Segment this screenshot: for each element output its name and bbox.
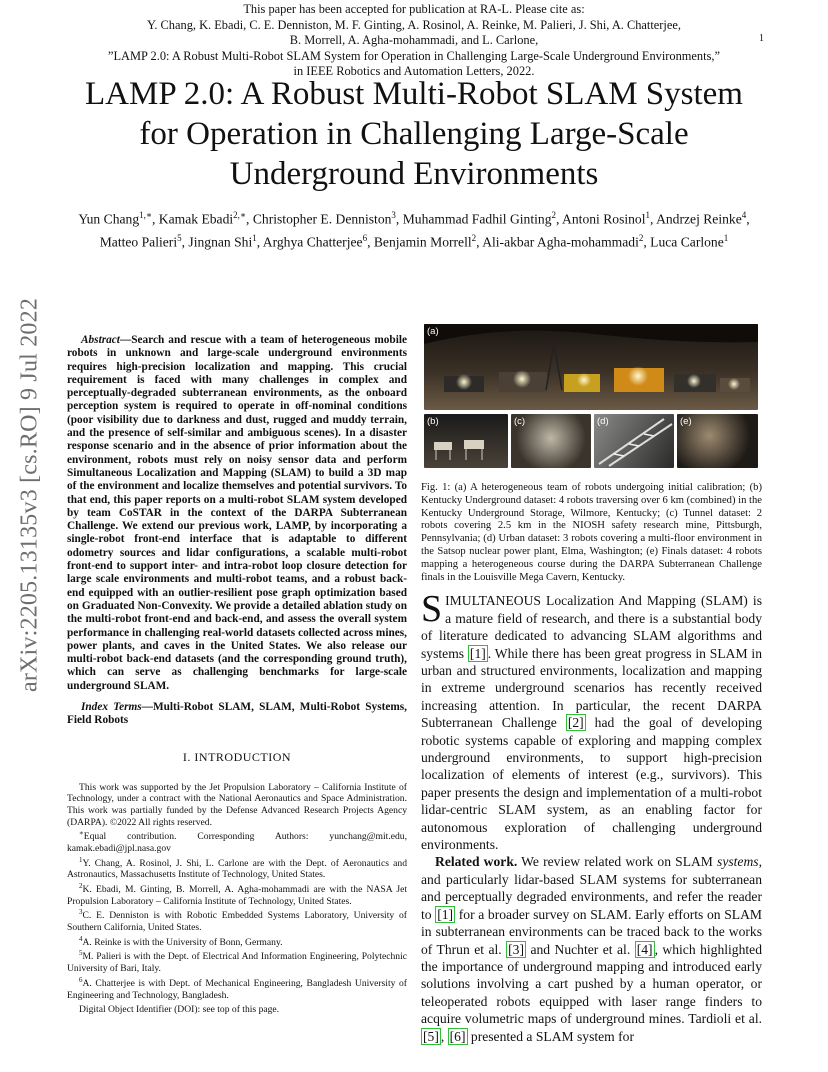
notice-line: This paper has been accepted for publication at RA-L. Please cite as: (243, 2, 585, 16)
affiliation-marker: 2 (471, 232, 477, 243)
citation-link[interactable]: [6] (449, 1028, 466, 1044)
panel-label: (e) (680, 416, 692, 427)
index-terms (67, 701, 407, 728)
affiliation-marker: 4 (741, 210, 747, 220)
affiliation-marker: 1,∗ (139, 210, 152, 220)
caption-text: (a) A heterogeneous team of robots undergoing initial calibration; (b) Kentucky Underground dataset: 4 robots traversing over 6 km (combined) in the Kentucky Underground Storage, Wilmore, Kentucky; (c) Tunnel dataset: 2 robots covering 2.5 km in the NIOSH safety research mine, Pittsburgh, Pennsylvania; (d) Urban dataset: 3 robots covering a multi-floor environment in the Satsop nuclear power plant, Elma, Washington; (e) Finals dataset: 4 robots mapping a heterogeneous course during the DARPA Subterranean Challenge finals in the Louisville Mega Cavern, Kentucky. (421, 482, 763, 583)
author-name: Ali-akbar Agha-mohammadi (482, 234, 639, 250)
panel-label: (b) (427, 416, 439, 427)
author-name: Yun Chang (78, 211, 140, 227)
figure-panel-e (677, 414, 758, 468)
right-column (421, 322, 762, 1045)
figure-panel-d (594, 414, 674, 468)
panel-label: (a) (427, 326, 439, 337)
notice-line: in IEEE Robotics and Automation Letters, 2022. (293, 64, 535, 79)
citation-notice (0, 2, 828, 80)
citation-link[interactable]: [2] (567, 715, 584, 731)
footnote: This work was supported by the Jet Propulsion Laboratory – California Institute of Technology, under a contract with the National Aeronautics and Space Administration. This work was partially funded by the Defense Advanced Research Projects Agency (DARPA). ©2022 All rights reserved. (67, 781, 407, 828)
footnote: ∗Equal contribution. Corresponding Authors: yunchang@mit.edu, kamak.ebadi@jpl.nasa.gov (67, 829, 407, 854)
related-work-label: Related work. (435, 854, 518, 870)
author-list: Yun Chang$^{1,∗}$, Kamak Ebadi$^{2,∗}$, Christopher E. Denniston$^3$, Muhammad Fadhil Ginting$^2$, Antoni Rosinol$^1$, Andrzej Reinke$^4$, Matteo Palieri$^5$, Jingnan Shi$^1$, Arghya Chatterjee$^6$, Benjamin Morrell$^2$, Ali-akbar Agha-mohammadi$^2$, Luca Carlone$^1$ (78, 210, 750, 250)
notice-line: Y. Chang, K. Ebadi, C. E. Denniston, M. F. Ginting, A. Rosinol, A. Reinke, M. Palieri, J. Shi, A. Chatterjee, (147, 17, 681, 32)
abstract-label: Abstract (81, 334, 120, 346)
author-name: Muhammad Fadhil Ginting (402, 211, 552, 227)
panel-label: (c) (514, 416, 526, 427)
affiliation-marker: 5 (177, 232, 182, 243)
index-terms-label: Index Terms (81, 701, 142, 714)
intro-paragraph: SIMULTANEOUS Localization And Mapping (SLAM) is a mature field of research, and there is a substantial body of literature dedicated to advancing SLAM algorithms and systems [1] . While there has been great progress in SLAM in urban and structured environments, localization and mapping in extreme underground scenarios has recently received increasing attention. In particular, the recent DARPA Subterranean Challenge [2] had the goal of developing robotic systems capable of exploring and mapping complex underground environments, to support high-precision localization of elements of interest (e.g., survivors). This paper presents the design and implementation of a multi-robot lidar-centric SLAM system, as an enabling factor for autonomous exploration of challenging underground environments. (421, 588, 763, 853)
robot-team-photo (424, 324, 758, 410)
footnote: $^1$Y. Chang, A. Rosinol, J. Shi, L. Carlone are with the Dept. of Aeronautics and Astronautics, Massachusetts Institute of Technology, United States. (67, 855, 407, 881)
page-number: 1 (759, 33, 764, 44)
title-line: Underground Environments (229, 156, 599, 192)
citation-link[interactable]: [1] (469, 645, 486, 661)
notice-line: ”LAMP 2.0: A Robust Multi-Robot SLAM System for Operation in Challenging Large-Scale Underground Environments,” (107, 48, 720, 63)
author-name: Kamak Ebadi (158, 211, 234, 227)
introduction-body (421, 588, 763, 1045)
affiliation-marker: 1 (645, 210, 651, 220)
author-name: Christopher E. Denniston (252, 211, 392, 227)
affiliation-marker: 6 (362, 232, 368, 243)
caption-label: Fig. 1: (421, 482, 451, 493)
notice-line: B. Morrell, A. Agha-mohammadi, and L. Carlone, (289, 33, 539, 48)
left-column (67, 334, 407, 1016)
citation-link[interactable]: [5] (423, 1028, 439, 1044)
footnote: $^4$A. Reinke is with the University of Bonn, Germany. (79, 934, 283, 948)
figure-panel-a (424, 324, 758, 410)
affiliation-marker: 2 (551, 210, 556, 220)
footnote: $^6$A. Chatterjee is with Dept. of Mechanical Engineering, Bangladesh University of Engineering and Technology, Bangladesh. (67, 975, 407, 1001)
abstract (67, 334, 407, 693)
paper-title (60, 74, 768, 194)
author-name: Matteo Palieri (99, 234, 178, 250)
figure-panel-c (511, 414, 591, 468)
title-line: for Operation in Challenging Large-Scale (139, 116, 689, 152)
drop-cap: S (421, 588, 443, 631)
related-work-paragraph: Related work. We review related work on SLAM systems, and particularly lidar-based SLAM systems for subterranean and perceptually degraded environments, and refer the reader to [1] for a broader survey on SLAM. Early efforts on SLAM in subterranean environments can be traced back to the works of Thrun et al. [3] and Nuchter et al. [4] , which highlighted the importance of underground mapping and introduced early solutions involving a cart pushed by a human operator, or teleoperated robots equipped with laser range finders to acquire volumetric maps of underground mines. Tardioli et al. [5] , [6] presented a SLAM system for (421, 854, 763, 1044)
arxiv-sidebar (4, 260, 56, 730)
citation-link[interactable]: [3] (508, 941, 524, 957)
section-heading-introduction: I. INTRODUCTION (182, 749, 292, 764)
author-name: Benjamin Morrell (373, 234, 472, 250)
footnotes (67, 779, 407, 1016)
footnote: $^3$C. E. Denniston is with Robotic Embedded Systems Laboratory, University of Southern California, United States. (67, 908, 407, 934)
affiliation-marker: 2 (638, 232, 644, 243)
arxiv-identifier: arXiv:2205.13135v3 [cs.RO] 9 Jul 2022 (16, 297, 43, 693)
figure-panel-b (424, 414, 508, 468)
title-line: LAMP 2.0: A Robust Multi-Robot SLAM System (85, 76, 743, 112)
affiliation-marker: 1 (723, 232, 729, 243)
abstract-text: —Search and rescue with a team of heterogeneous mobile robots in unknown and large-scale underground environments requires high-precision localization and mapping. This crucial requirement is faced with many challenges in complex and perceptually-degraded subterranean environments, as the onboard perception system is required to operate in off-nominal conditions (poor visibility due to darkness and dust, rugged and muddy terrain, and the presence of self-similar and ambiguous scenes). In a disaster response scenario and in the absence of prior information about the environment, robots must rely on noisy sensor data and perform Simultaneous Localization and Mapping (SLAM) to build a 3D map of the environment and localize themselves and potential survivors. To that end, this paper reports on a multi-robot SLAM system developed by team CoSTAR in the context of the DARPA Subterranean Challenge. We extend our previous work, LAMP, by incorporating a single-robot front-end interface that is adaptable to different odometry sources and lidar configurations, a scalable multi-robot front-end to support inter- and intra-robot loop closure detection for large scale environments and multi-robot teams, and a robust back-end equipped with an outlier-resilient pose graph optimization based on Graduated Non-Convexity. We provide a detailed ablation study on the multi-robot front-end and back-end, and assess the overall system performance in challenging real-world datasets collected across mines, power plants, and caves in the United States. We also release our multi-robot back-end datasets (and the corresponding ground truth), which can serve as challenging benchmarks for large-scale underground SLAM. (67, 334, 407, 692)
index-terms-text: —Multi-Robot SLAM, SLAM, Multi-Robot Systems, Field Robots (67, 701, 407, 727)
author-name: Arghya Chatterjee (262, 234, 363, 250)
affiliation-marker: 1 (252, 232, 257, 243)
affiliation-marker: 3 (391, 210, 396, 220)
author-name: Luca Carlone (650, 234, 724, 250)
affiliation-marker: 2,∗ (233, 210, 247, 220)
author-name: Andrzej Reinke (656, 211, 742, 227)
footnote: $^5$M. Palieri is with the Dept. of Electrical And Information Engineering, Polytechnic University of Bari, Italy. (67, 949, 407, 975)
panel-label: (d) (597, 416, 609, 427)
figure-caption (421, 482, 762, 584)
citation-link[interactable]: [1] (437, 906, 454, 922)
author-name: Antoni Rosinol (562, 211, 646, 227)
figure-1 (421, 322, 762, 472)
author-name: Jingnan Shi (188, 234, 253, 250)
citation-link[interactable]: [4] (636, 941, 653, 957)
footnote: Digital Object Identifier (DOI): see top of this page. (79, 1004, 280, 1016)
footnote: $^2$K. Ebadi, M. Ginting, B. Morrell, A. Agha-mohammadi are with the NASA Jet Propulsion Laboratory – California Institute of Technology, United States. (67, 881, 407, 907)
